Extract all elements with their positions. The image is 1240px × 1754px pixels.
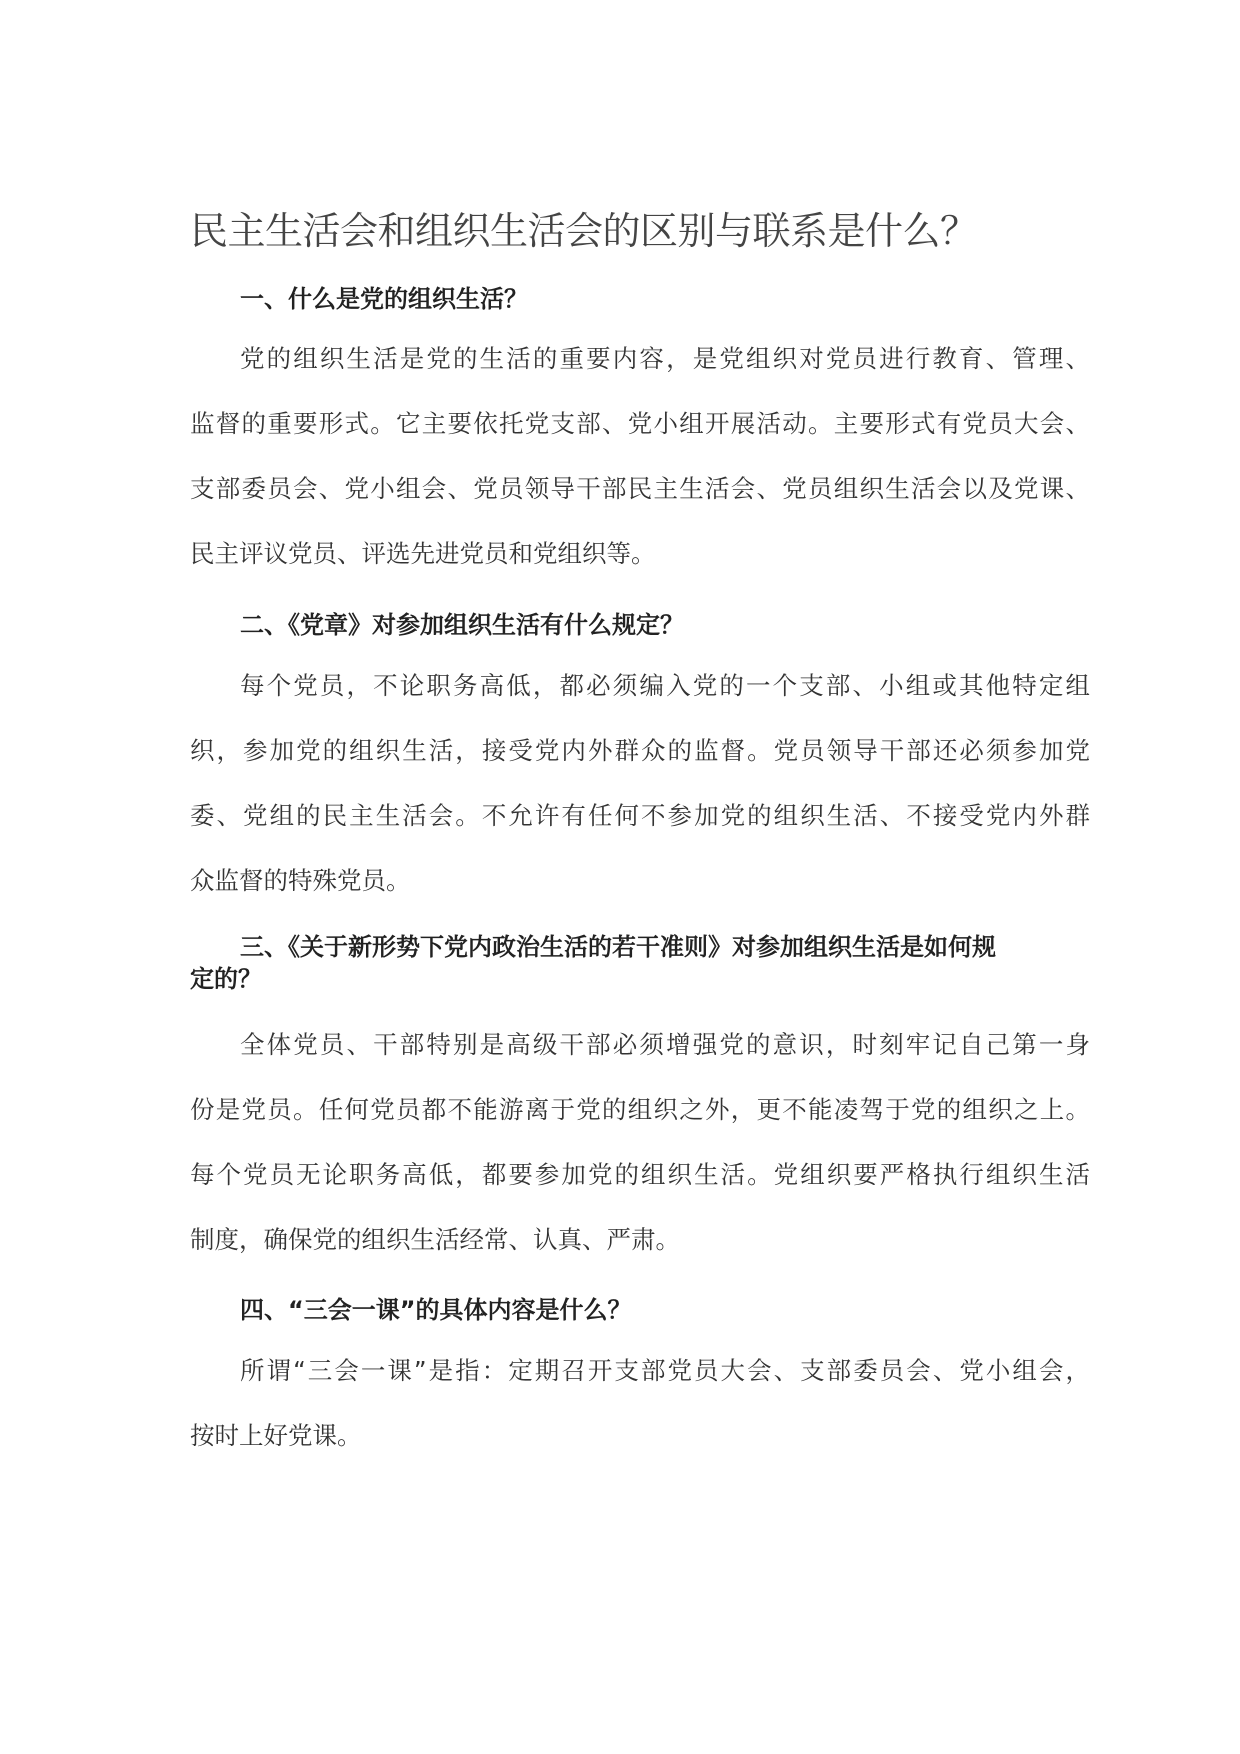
text-line: 份是党员。任何党员都不能游离于党的组织之外，更不能凌驾于党的组织之上。 xyxy=(190,1095,1090,1124)
document-title: 民主生活会和组织生活会的区别与联系是什么？ xyxy=(190,209,978,253)
text-line: 每个党员无论职务高低，都要参加党的组织生活。党组织要严格执行组织生活 xyxy=(190,1160,1090,1189)
text-line: 监督的重要形式。它主要依托党支部、党小组开展活动。主要形式有党员大会、 xyxy=(190,409,1090,438)
section-4-heading: 四、“三会一课”的具体内容是什么？ xyxy=(240,1296,632,1324)
section-2-heading: 二、《党章》对参加组织生活有什么规定？ xyxy=(240,611,684,639)
heading-line: 定的？ xyxy=(190,965,262,993)
section-1-heading: 一、什么是党的组织生活？ xyxy=(240,285,528,313)
section-2-body xyxy=(190,653,1090,913)
text-line: 制度，确保党的组织生活经常、认真、严肃。 xyxy=(190,1225,680,1254)
text-line: 党的组织生活是党的生活的重要内容，是党组织对党员进行教育、管理、 xyxy=(240,344,1090,373)
section-1-body xyxy=(190,326,1090,586)
text-line: 全体党员、干部特别是高级干部必须增强党的意识，时刻牢记自己第一身 xyxy=(240,1030,1090,1059)
text-line: 所谓“三会一课”是指：定期召开支部党员大会、支部委员会、党小组会， xyxy=(240,1356,1090,1385)
text-line: 支部委员会、党小组会、党员领导干部民主生活会、党员组织生活会以及党课、 xyxy=(190,474,1090,503)
text-line: 委、党组的民主生活会。不允许有任何不参加党的组织生活、不接受党内外群 xyxy=(190,801,1090,830)
section-3-heading xyxy=(190,931,1090,995)
section-4-body xyxy=(190,1338,1090,1468)
section-3-body xyxy=(190,1012,1090,1272)
text-line: 织，参加党的组织生活，接受党内外群众的监督。党员领导干部还必须参加党 xyxy=(190,736,1090,765)
text-line: 民主评议党员、评选先进党员和党组织等。 xyxy=(190,539,656,568)
text-line: 众监督的特殊党员。 xyxy=(190,866,411,895)
text-line: 每个党员，不论职务高低，都必须编入党的一个支部、小组或其他特定组 xyxy=(240,671,1090,700)
text-line: 按时上好党课。 xyxy=(190,1421,362,1450)
heading-line: 三、《关于新形势下党内政治生活的若干准则》对参加组织生活是如何规 xyxy=(240,933,996,961)
